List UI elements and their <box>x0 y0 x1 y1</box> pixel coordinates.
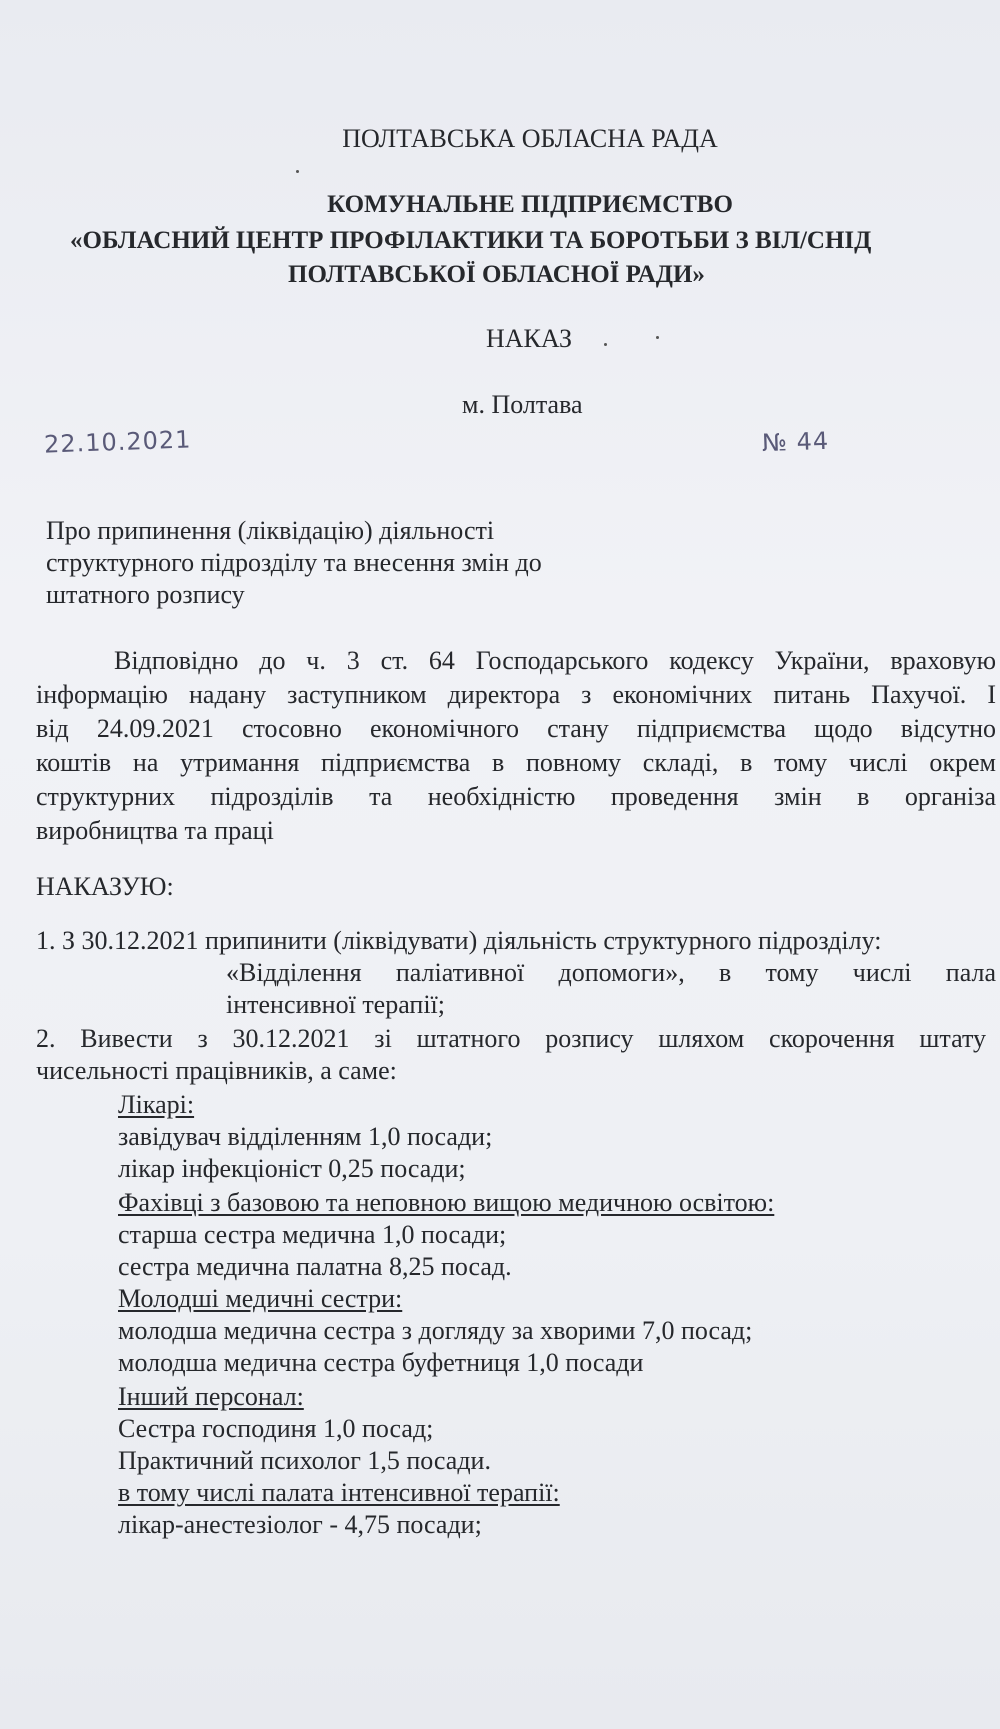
item1-line3: інтенсивної терапії; <box>226 990 446 1019</box>
org-name-line2: «ОБЛАСНИЙ ЦЕНТР ПРОФІЛАКТИКИ ТА БОРОТЬБИ З ВІЛ/СНІД <box>70 227 872 254</box>
item1-line2: «Відділення паліативної допомоги», в тому числі пала <box>226 958 996 987</box>
preamble-line5: структурних підрозділів та необхідністю проведення змін в організа <box>36 782 996 811</box>
subject-line3: штатного розпису <box>46 580 245 609</box>
org-name-line3: ПОЛТАВСЬКОЇ ОБЛАСНОЇ РАДИ» <box>288 261 705 288</box>
staff-row: завідувач відділенням 1,0 посади; <box>118 1122 493 1151</box>
staff-row: старша сестра медична 1,0 посади; <box>118 1220 507 1249</box>
staff-row: лікар-анестезіолог - 4,75 посади; <box>118 1510 482 1539</box>
staff-row: молодша медична сестра з догляду за хворими 7,0 посад; <box>118 1316 753 1345</box>
handwritten-number: № 44 <box>761 426 830 458</box>
preamble-line2: інформацію надану заступником директора з економічних питань Пахучої. І <box>36 680 996 709</box>
city: м. Полтава <box>462 390 583 419</box>
item2-line2: чисельності працівників, а саме: <box>36 1056 397 1085</box>
speck <box>296 170 299 173</box>
other-staff-heading: Інший персонал: <box>118 1382 304 1411</box>
subject-line2: структурного підрозділу та внесення змін до <box>46 548 542 577</box>
icu-heading: в тому числі палата інтенсивної терапії: <box>118 1478 560 1507</box>
handwritten-date: 22.10.2021 <box>43 425 192 459</box>
staff-row: Практичний психолог 1,5 посади. <box>118 1446 491 1475</box>
speck <box>656 336 659 339</box>
item2-line1: 2. Вивести з 30.12.2021 зі штатного розпису шляхом скорочення штату <box>36 1024 986 1053</box>
council-title: ПОЛТАВСЬКА ОБЛАСНА РАДА <box>342 124 718 153</box>
junior-nurses-heading: Молодші медичні сестри: <box>118 1284 403 1313</box>
preamble-line6: виробництва та праці <box>36 816 274 845</box>
order-word: НАКАЗУЮ: <box>36 872 174 901</box>
staff-row: сестра медична палатна 8,25 посад. <box>118 1252 512 1281</box>
speck <box>604 343 607 346</box>
preamble-line3: від 24.09.2021 стосовно економічного стану підприємства щодо відсутно <box>36 714 996 743</box>
doc-type: НАКАЗ <box>486 324 573 353</box>
preamble-line1: Відповідно до ч. 3 ст. 64 Господарського кодексу України, враховую <box>114 646 996 675</box>
staff-row: Сестра господиня 1,0 посад; <box>118 1414 434 1443</box>
staff-row: лікар інфекціоніст 0,25 посади; <box>118 1154 466 1183</box>
nurses-heading: Фахівці з базовою та неповною вищою медичною освітою: <box>118 1188 775 1217</box>
preamble-line4: коштів на утримання підприємства в повному складі, в тому числі окрем <box>36 748 996 777</box>
staff-row: молодша медична сестра буфетниця 1,0 посади <box>118 1348 644 1377</box>
item1-line1: 1. З 30.12.2021 припинити (ліквідувати) діяльність структурного підрозділу: <box>36 926 882 955</box>
org-name-line1: КОМУНАЛЬНЕ ПІДПРИЄМСТВО <box>327 191 733 218</box>
subject-line1: Про припинення (ліквідацію) діяльності <box>46 516 495 545</box>
doctors-heading: Лікарі: <box>118 1090 195 1119</box>
